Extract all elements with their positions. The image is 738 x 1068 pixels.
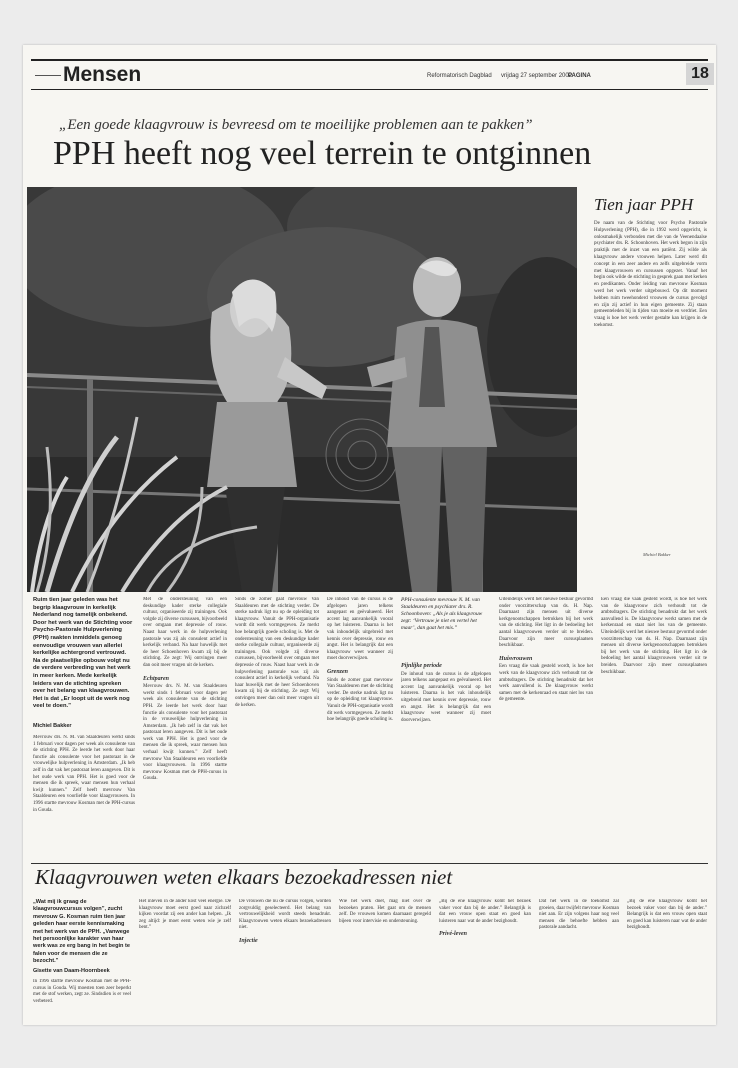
issue-date: vrijdag 27 september 2002	[501, 73, 573, 79]
column-text: „Bij de ene klaagvrouw komt het bezoek vaker voor dan bij de ander.” Belangrijk is dat een vrouw open staat en goed kan luisteren naar wat de ander bezighoudt.	[627, 899, 707, 931]
page-label: PAGINA	[568, 73, 591, 79]
header-bottom-rule	[31, 89, 708, 90]
column-text: Sinds de zomer gaat mevrouw Van Staaldeuren met de stichting verder. De sterke nadruk ligt nu op de opleiding tot klaagvrouw. Vanuit de PPH-organisatie wordt dit werk vormgegeven. Ze merkt hoe belangrijk goede scholing is.	[235, 597, 319, 635]
photo-caption: PPH-consulente mevrouw N. M. van Staaldeuren en psychiater drs. R. Schoonhoven: „Als je als klaagvrouw zegt: ‘Vertrouw je niet en vertel het maar’, dan gaat het mis.”	[401, 597, 483, 631]
second-article-column-5	[439, 899, 531, 1019]
article-column-5	[401, 657, 491, 860]
second-article-column-4	[339, 899, 431, 1019]
section-divider	[31, 863, 708, 864]
article-column-7	[601, 597, 707, 860]
header-rule	[31, 59, 708, 61]
article-photo	[27, 187, 577, 592]
sidebar-byline: Michiel Bakker	[643, 552, 671, 557]
subhead: Grenzen	[327, 668, 349, 675]
column-text: „Bij de ene klaagvrouw komt het bezoek vaker voor dan bij de ander.” Belangrijk is dat een vrouw open staat en goed kan luisteren naar wat de ander bezighoudt.	[439, 899, 531, 924]
column-text: Sinds de zomer gaat mevrouw Van Staaldeuren met de stichting verder. De sterke nadruk ligt nu op de opleiding tot klaagvrouw. Vanuit de PPH-organisatie wordt dit werk vormgegeven. Ze merkt hoe belangrijk goede scholing is.	[327, 677, 393, 723]
column-text: De vrouwen die nu de cursus volgen, worden zorgvuldig geselecteerd. Het belang van vertrouwelijkheid wordt steeds benadrukt. Klaagvrouwen weten elkaars bezoekadressen niet.	[239, 899, 331, 931]
subhead: Pijnlijke periode	[401, 663, 442, 669]
column-text: Mevrouw drs. N. M. van Staaldeuren werkt sinds 1 februari voor dagen per week als consulente van de stichting PPH. Ze leerde het werk door haar functie als consulente voor het pastoraat in de vrouwelijke hulpverlening in Amsterdam. „Ik heb zelf in dat vak het pastoraat leren aangeven. Dit is het oude werk van PPH. Het is goed voor de mensen die ik spreek, waar mensen hun verhaal kwijt kunnen.” Zelf heeft mevrouw Van Staaldeuren een voorliefde voor klaagvrouwen. In 1996 startte mevrouw Kosman met de PPH-cursus in Gouda.	[33, 735, 135, 813]
article-column-2	[143, 597, 227, 860]
column-text: Wie het werk doet, mag niet over de bezoeken praten. Het gaat om de mensen zelf. De vrouwen komen daarnaast geregeld bijeen voor intervisie en ondersteuning.	[339, 899, 431, 924]
column-text: Mevrouw drs. N. M. van Staaldeuren werkt sinds 1 februari voor dagen per week als consulente van de stichting PPH. Ze leerde het werk door haar functie als consulente voor het pastoraat in de vrouwelijke hulpverlening in Amsterdam. „Ik heb zelf in dat vak het pastoraat leren aangeven. Dit is het oude werk van PPH. Het is goed voor de mensen die ik spreek, waar mensen hun verhaal kwijt kunnen.” Zelf heeft mevrouw Van Staaldeuren een voorliefde voor klaagvrouwen. In 1996 startte mevrouw Kosman met de PPH-cursus in Gouda.	[143, 684, 227, 782]
subhead: Privé-leven	[439, 931, 467, 938]
article-lead: Ruim tien jaar geleden was het begrip klaagvrouw in kerkelijk Nederland nog tamelijk onbekend. Door het werk van de Stichting voor Psycho-Pastorale Hulpverlening (PPH) raakten inmiddels genoeg eenvoudige vrouwen van allerlei kerkelijke achtergrond vertrouwd. Na de plaatselijke opbouw volgt nu de verdere verbreding van het werk in meer kerken. Mede kerkelijk leiders van de stichting spreken over het belang van klaagvrouwen. Het is dat „Er loopt uit de werk nog veel te doen.”	[33, 597, 133, 710]
second-article-author: Gisette van Daam-Hoornbeek	[33, 968, 110, 974]
page-number: 18	[686, 63, 714, 85]
subhead: Echtparen	[143, 675, 170, 682]
article-author: Michiel Bakker	[33, 723, 72, 729]
second-article-column-7	[627, 899, 707, 1019]
column-text: De inhoud van de cursus is de afgelopen jaren telkens aangepast en geëvalueerd. Het accent lag aanvankelijk vooral op het luisteren. Daarna is het vak inhoudelijk uitgebreid met kennis over depressie, rouw en angst. Het is belangrijk dat een klaagvrouw weet wanneer zij moet doorverwijzen.	[401, 671, 491, 723]
article-column-1	[33, 735, 135, 860]
column-text: Uiteindelijk werd het nieuwe bestuur gevormd onder voorzitterschap van ds. H. Nap. Daarnaast zijn mensen uit diverse kerkgenootschappen betrokken bij het werk van de stichting. Het ligt in de bedoeling het aantal klaagvrouwen verder uit te breiden. Daarvoor zijn meer cursusplaatsen beschikbaar.	[499, 597, 593, 649]
second-article-column-6	[539, 899, 619, 1019]
second-article-column-2	[139, 899, 231, 1019]
article-headline: PPH heeft nog veel terrein te ontginnen	[53, 135, 592, 172]
sidebar-text: De naam van de Stichting voor Psycho Pastorale Hulpverlening (PPH), die in 1992 werd opgericht, is onlosmakelijk verbonden met die van de Veenendaalse psychiater drs. R. Schoonhoven. Het werk begon in zijn praktijk met de inzet van een patiënt. Zij wilde als klaagvrouw andere vrouwen helpen. Later werd dit concept in een zeer andere en zelfs uitgebreide vorm met klaagvrouwen en cursussen opgezet. Vanaf het begin ook wilde de stichting in gesprek gaan met kerken en predikanten. Onder leiding van mevrouw Kosman werd het werk verder uitgebouwd. Op dit moment hebben ruim tweehonderd vrouwen de cursus gevolgd en zijn zij actief in hun eigen gemeente. Zij staan gemeenteleden bij in tijden van moeite en verdriet. Een vraag is hoe het werk verder gestalte kan krijgen in de toekomst.	[594, 221, 707, 328]
photo-illustration	[27, 187, 577, 592]
newspaper-name: Reformatorisch Dagblad	[427, 73, 492, 79]
article-column-4	[327, 597, 393, 860]
newspaper-page	[23, 45, 716, 1025]
column-text: De inhoud van de cursus is de afgelopen jaren telkens aangepast en geëvalueerd. Het accent lag aanvankelijk vooral op het luisteren. Daarna is het vak inhoudelijk uitgebreid met kennis over depressie, rouw en angst. Het is belangrijk dat een klaagvrouw weet wanneer zij moet doorverwijzen.	[327, 597, 393, 662]
article-column-6	[499, 597, 593, 860]
article-column-3	[235, 597, 319, 860]
column-text: Uiteindelijk werd het nieuwe bestuur gevormd onder voorzitterschap van ds. H. Nap. Daarnaast zijn mensen uit diverse kerkgenootschappen betrokken bij het werk van de stichting. Het ligt in de bedoeling het aantal klaagvrouwen verder uit te breiden. Daarvoor zijn meer cursusplaatsen beschikbaar.	[601, 629, 707, 675]
section-title: Mensen	[63, 63, 142, 86]
column-text: In 1996 startte mevrouw Kosman met de PPH-cursus in Gouda. Wij moesten toen zeer beperkt met de stof werken, zegt ze. Sindsdien is er veel verbeterd.	[33, 979, 131, 1004]
second-article-lead: „Wat mij ik graag de klaagvrouwcursus volgen”, zucht mevrouw G. Kosman ruim tien jaar geleden haar eerste kennismaking met het werk van de PPH. „Vanwege het persoonlijke karakter van haar werk was ze erg bang in het begin te falen voor de mensen die ze bezocht.”	[33, 899, 130, 965]
section-rule	[35, 75, 61, 76]
column-text: Met de ondersteuning van een deskundige kader sterke collegiale cultuur, organiseerde zij trainingen. Ook volgde zij diverse cursussen, bijvoorbeeld over omgaan met depressie of rouw. Naast haar werk in de hulpverlening pastorale was zij als consulent actief in kerkelijk verband. Na haar huwelijk met de heer Schoenhoven kwam zij bij de stichting. Ze zegt: Wij ontvingen meer dan ooit meer vragen uit de kerken.	[235, 629, 319, 708]
second-article-headline: Klaagvrouwen weten elkaars bezoekadressen niet	[35, 865, 453, 889]
second-article-column-1	[33, 979, 131, 1019]
sidebar-title: Tien jaar PPH	[594, 195, 694, 214]
subhead: Huisvrouwen	[499, 655, 533, 662]
column-text: Met de ondersteuning van een deskundige kader sterke collegiale cultuur, organiseerde zij trainingen. Ook volgde zij diverse cursussen, bijvoorbeeld over omgaan met depressie of rouw. Naast haar werk in de hulpverlening pastorale was zij als consulent actief in kerkelijk verband. Na haar huwelijk met de heer Schoenhoven kwam zij bij de stichting. Ze zegt: Wij ontvingen meer dan ooit meer vragen uit de kerken.	[143, 597, 227, 668]
article-kicker: „Een goede klaagvrouw is bevreesd om te moeilijke problemen aan te pakken”	[59, 117, 533, 133]
column-text: Een vraag die vaak gesteld wordt, is hoe het werk van de klaagvrouw zich verhoudt tot de ambtsdragers. De stichting benadrukt dat het werk aanvullend is. De klaagvrouw werkt samen met de kerkenraad en staat niet los van de gemeente.	[499, 664, 593, 703]
column-text: Dat het werk in de toekomst zal groeien, daar twijfelt mevrouw Kosman niet aan. Er zijn volgens haar nog veel mensen die behoefte hebben aan pastorale aandacht.	[539, 899, 619, 931]
column-text: Een vraag die vaak gesteld wordt, is hoe het werk van de klaagvrouw zich verhoudt tot de ambtsdragers. De stichting benadrukt dat het werk aanvullend is. De klaagvrouw werkt samen met de kerkenraad en staat niet los van de gemeente.	[601, 597, 707, 629]
subhead: Injectie	[239, 937, 258, 944]
second-article-column-3	[239, 899, 331, 1019]
column-text: Het inleven in de ander kost veel energie. De klaagvrouw moet eerst goed naar zichzelf kijken voordat zij een ander kan helpen. „Ik zeg altijd: je moet eerst weten wie je zelf bent.”	[139, 899, 231, 931]
